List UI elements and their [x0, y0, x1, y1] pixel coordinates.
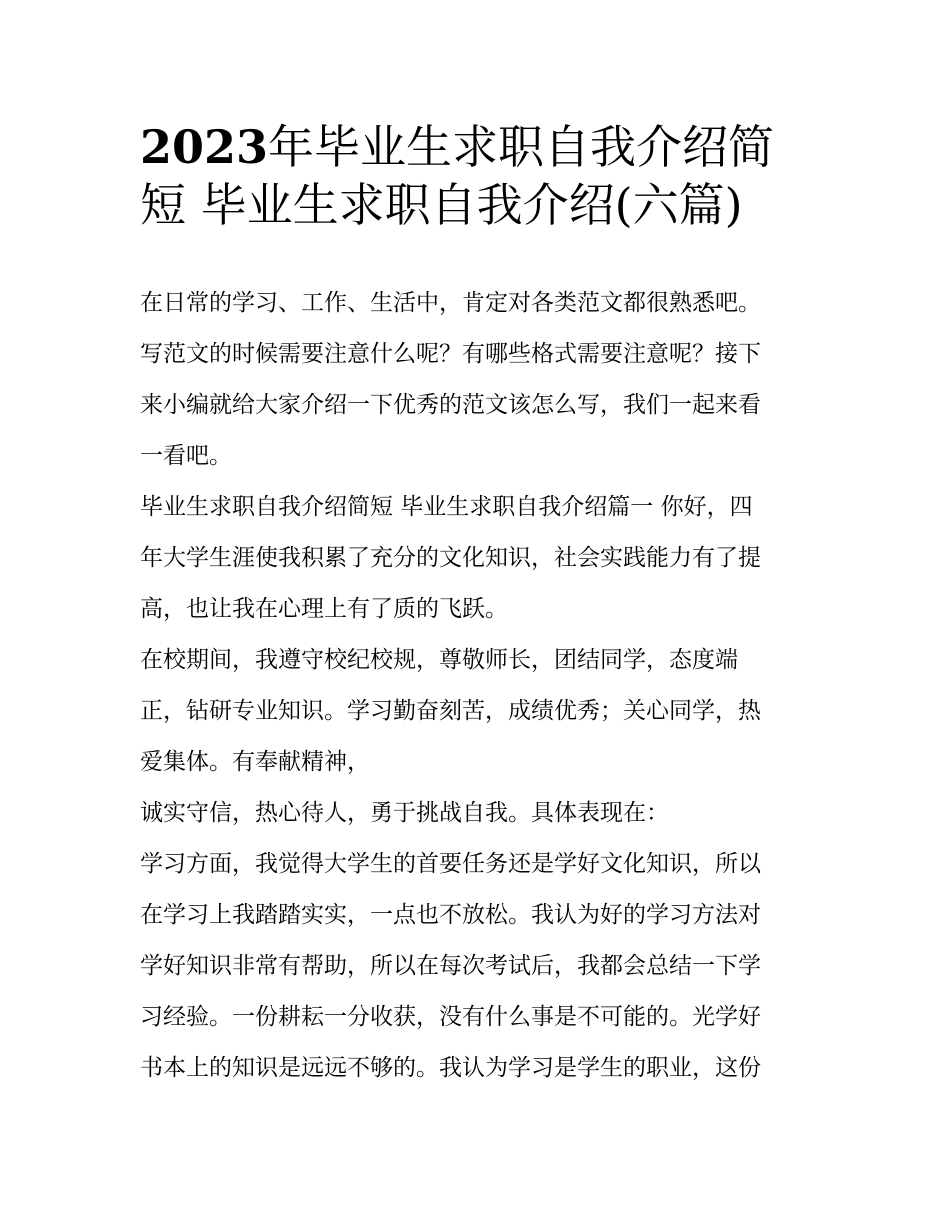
body-line: 在学习上我踏踏实实，一点也不放松。我认为好的学习方法对	[140, 902, 761, 928]
body-line: 书本上的知识是远远不够的。我认为学习是学生的职业，这份	[140, 1055, 761, 1081]
body-line: 高，也让我在心理上有了质的飞跃。	[140, 596, 508, 622]
body-line: 写范文的时候需要注意什么呢？有哪些格式需要注意呢？接下	[140, 341, 761, 367]
body-line: 来小编就给大家介绍一下优秀的范文该怎么写，我们一起来看	[140, 392, 761, 418]
title-year: 2023	[140, 120, 269, 174]
body-line: 在日常的学习、工作、生活中，肯定对各类范文都很熟悉吧。	[140, 290, 761, 316]
title-line-2: 短 毕业生求职自我介绍(六篇)	[140, 178, 743, 232]
body-line: 年大学生涯使我积累了充分的文化知识，社会实践能力有了提	[140, 545, 761, 571]
body-line: 正，钻研专业知识。学习勤奋刻苦，成绩优秀；关心同学，热	[140, 698, 761, 724]
body-line: 一看吧。	[140, 443, 232, 469]
body-line: 爱集体。有奉献精神，	[140, 749, 370, 775]
title-line-1-text: 年毕业生求职自我介绍简	[268, 120, 775, 174]
body-line: 在校期间，我遵守校纪校规，尊敬师长，团结同学，态度端	[140, 647, 738, 673]
body-line: 学好知识非常有帮助，所以在每次考试后，我都会总结一下学	[140, 953, 761, 979]
body-line: 学习方面，我觉得大学生的首要任务还是学好文化知识，所以	[140, 851, 761, 877]
document-body	[140, 278, 820, 1094]
body-line: 毕业生求职自我介绍简短 毕业生求职自我介绍篇一 你好，四	[140, 494, 753, 520]
body-line: 习经验。一份耕耘一分收获，没有什么事是不可能的。光学好	[140, 1004, 761, 1030]
document-title	[140, 118, 820, 234]
body-line: 诚实守信，热心待人，勇于挑战自我。具体表现在：	[140, 800, 669, 826]
title-line-1	[140, 118, 820, 176]
